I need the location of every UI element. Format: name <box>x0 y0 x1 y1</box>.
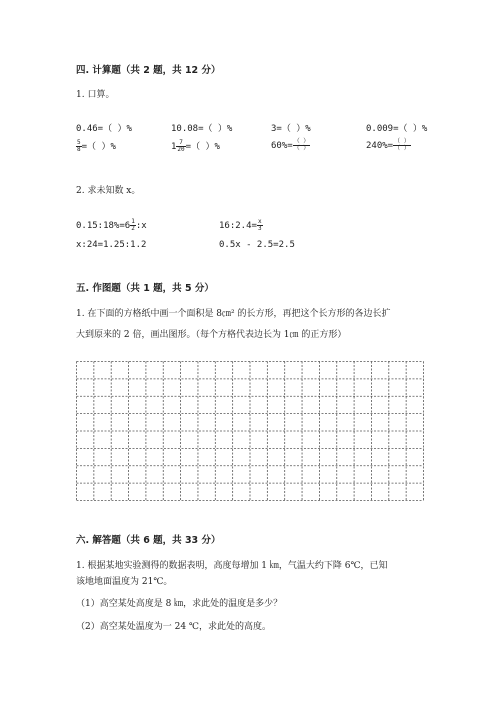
problem-1-line-2: 该地地面温度为 21℃。 <box>76 577 173 587</box>
calc-item-6: 1 $\frac{7}{20}$ =（ ）% <box>171 139 220 153</box>
drawing-question-line-2: 大到原来的 2 倍，画出图形。（每个方格代表边长为 1㎝ 的正方形） <box>76 330 347 340</box>
blank-fraction: $\frac{( )}{( )}$ <box>293 138 310 152</box>
problem-1-sub-1: （1）高空某处高度是 8 ㎞，求此处的温度是多少？ <box>76 599 283 609</box>
problem-1-sub-2: （2）高空某处温度为一 24 ℃，求此处的高度。 <box>76 622 271 632</box>
calc-item-1: 0.46=（ ）% <box>76 124 132 134</box>
calc-item-7: 60%= $\frac{( )}{( )}$ <box>271 138 310 152</box>
question-1-prompt: 1. 口算。 <box>76 90 115 100</box>
equation-3: x:24=1.25:1.2 <box>76 240 147 250</box>
section-5-title: 五. 作图题（共 1 题，共 5 分） <box>76 283 214 294</box>
fraction: $\frac{7}{20}$ <box>177 139 185 153</box>
drawing-question-line-1: 1. 在下面的方格纸中画一个面积是 8㎝² 的长方形，再把这个长方形的各边长扩 <box>76 309 391 319</box>
equation-4: 0.5x - 2.5=2.5 <box>219 240 295 250</box>
equation-2: 16:2.4= $\frac{x}{3}$ <box>219 218 262 232</box>
square-grid-paper[interactable] <box>76 361 424 501</box>
calc-item-8: 240%= $\frac{( )}{( )}$ <box>366 138 410 152</box>
section-6-title: 六. 解答题（共 6 题，共 33 分） <box>76 535 221 546</box>
blank-fraction: $\frac{( )}{( )}$ <box>394 138 410 152</box>
fraction: $\frac{1}{2}$ <box>131 218 135 232</box>
calc-item-2: 10.08=（ ）% <box>171 124 233 134</box>
problem-1-line-1: 1. 根据某地实验测得的数据表明，高度每增加 1 ㎞，气温大约下降 6℃，已知 <box>76 561 388 571</box>
question-2-prompt: 2. 求未知数 x。 <box>76 186 141 196</box>
calc-item-3: 3=（ ）% <box>271 124 311 134</box>
fraction: $\frac{5}{8}$ <box>77 139 81 153</box>
calc-item-5: $\frac{5}{8}$ =（ ）% <box>77 139 116 153</box>
equation-1: 0.15:18%=6 $\frac{1}{2}$ :x <box>76 218 147 232</box>
section-4-title: 四. 计算题（共 2 题，共 12 分） <box>76 65 221 76</box>
calc-item-4: 0.009=（ ）% <box>366 124 428 134</box>
fraction: $\frac{x}{3}$ <box>257 218 262 232</box>
